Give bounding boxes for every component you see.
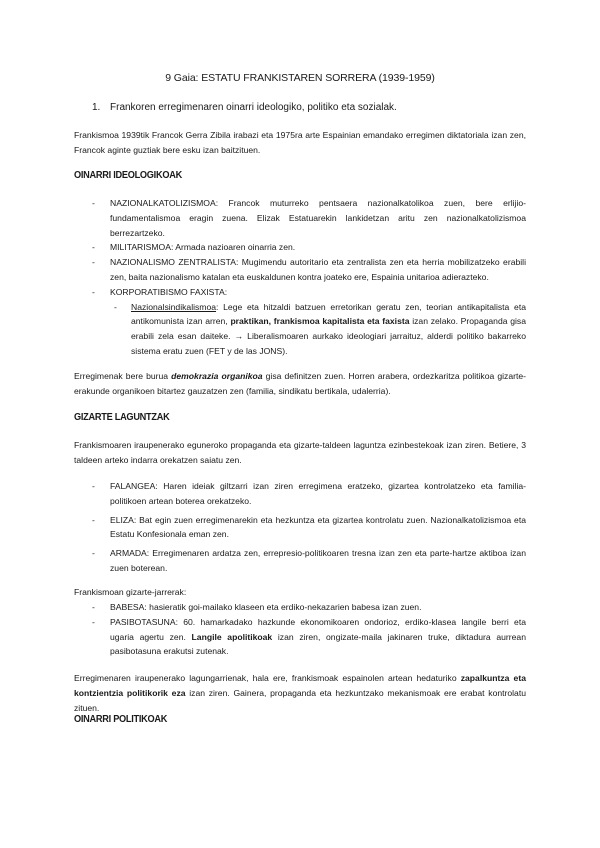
heading-oinarri-ideologikoak: OINARRI IDEOLOGIKOAK bbox=[74, 170, 182, 181]
demokrazia-paragraph bbox=[74, 369, 526, 399]
list-item: - NAZIONALISMO ZENTRALISTA: Mugimendu autoritario eta zentralista zen eta herria mobilizatzeko erabili zen, baita nazionalismo katalan eta euskaldunen kontra joateko ere, Espainia unitarioa adierazteko. bbox=[74, 255, 526, 285]
heading-gizarte-laguntzak: GIZARTE LAGUNTZAK bbox=[74, 412, 170, 423]
list-item: - FALANGEA: Haren ideiak giltzarri izan ziren erregimena eratzeko, gizartea kontrolatzeko eta familia-politikoen artean boterea orekatzeko. bbox=[74, 479, 526, 509]
list-item bbox=[74, 615, 526, 659]
gizarte-list bbox=[74, 479, 526, 576]
sub-text: izan zelako. Propaganda gisa erabili zela esan daiteke. → Liberalismoaren aurkako ideologiari jarraituz, alderdi politiko bakarreko sistema eratu zuen (FET y de las JONS). bbox=[131, 316, 527, 356]
text: gisa definitzen zuen. Horren arabera, ordezkaritza politikoa gizarte-erakunde organikoen bitartez gauzatzen zen (familia, sindikatu bertikala, udalerria). bbox=[74, 371, 526, 396]
text: izan ziren. Gainera, propaganda eta hezkuntzako mekanismoak ere erabat kontrolatu zituen. bbox=[74, 687, 527, 713]
section-1-heading bbox=[74, 101, 526, 116]
term-nazionalsindikalismoa: Nazionalsindikalismoa bbox=[131, 301, 217, 312]
section-number: 1. bbox=[92, 102, 101, 113]
list-item: - KORPORATIBISMO FAXISTA: bbox=[74, 285, 526, 300]
text: izan ziren, ongizate-maila jakinaren truke, diktadura aurrean pasibotasuna erakutsi zutenak. bbox=[110, 631, 526, 657]
sub-text: : Lege eta hitzaldi batzuen erretorikan geratu zen, teorian antikapitalista eta antikomunista izan arren, bbox=[131, 301, 526, 327]
list-item: - NAZIONALKATOLIZISMOA: Francok muturreko pentsaera nazionalkatolikoa zuen, bere erlijio-fundamentalismoa eragin zuena. Elizak Estatuarekin lankidetzan aritu zen nazionalkatolizismoa berrezartzeko. bbox=[74, 196, 526, 240]
jarrerak-intro: Frankismoan gizarte-jarrerak: bbox=[74, 587, 187, 597]
heading-oinarri-politikoak: OINARRI POLITIKOAK bbox=[74, 714, 168, 725]
list-item: - MILITARISMOA: Armada nazioaren oinarria zen. bbox=[74, 240, 526, 255]
section-heading-text: Frankoren erregimenaren oinarri ideologiko, politiko eta sozialak. bbox=[110, 102, 397, 113]
bold-text: zapalkuntza eta kontzientzia politikorik eza bbox=[74, 673, 526, 698]
list-item: - ELIZA: Bat egin zuen erregimenarekin eta hezkuntza eta gizartea kontrolatu zuen. Nazionalkatolizismoa eta Estatu Konfesionala eman zen. bbox=[74, 513, 526, 543]
list-item: - ARMADA: Erregimenaren ardatza zen, errepresio-politikoaren tresna izan zen eta parte-hartze aktiboa izan zuen boterean. bbox=[74, 546, 526, 576]
text: Erregimenaren iraupenerako lagungarrienak, hala ere, frankismoak espainolen artean hedaturiko bbox=[74, 673, 461, 683]
closing-paragraph bbox=[74, 671, 526, 715]
page-title: 9 Gaia: ESTATU FRANKISTAREN SORRERA (1939-1959) bbox=[165, 72, 435, 84]
bold-text: Langile apolitikoak bbox=[191, 631, 273, 642]
gizarte-intro-paragraph: Frankismoaren iraupenerako egunerokо propaganda eta gizarte-taldeen laguntza ezinbestekoak izan ziren. Betiere, 3 taldeen arteko indarra orekatzen saiatu zen. bbox=[74, 440, 526, 465]
ideology-list bbox=[74, 196, 526, 359]
text: Erregimenak bere burua bbox=[74, 371, 172, 381]
emphasis-text: demokrazia organikoa bbox=[171, 371, 263, 381]
sub-list-item bbox=[74, 300, 526, 359]
intro-paragraph: Frankismoa 1939tik Francok Gerra Zibila irabazi eta 1975ra arte Espainian emandako erregimen diktatoriala izan zen, Francok aginte guztiak bere esku izan baitzituen. bbox=[74, 130, 526, 155]
list-item: - BABESA: hasieratik goi-mailako klaseen eta erdiko-nekazarien babesa izan zuen. bbox=[74, 600, 526, 615]
sub-bold-text: praktikan, frankismoa kapitalista eta faxista bbox=[230, 316, 410, 327]
text: PASIBOTASUNA: 60. hamarkadako hazkunde ekonomikoaren ondorioz, erdiko-klasea langile berri eta ugaria agertu zen. bbox=[110, 616, 526, 642]
jarrerak-list bbox=[74, 600, 526, 659]
